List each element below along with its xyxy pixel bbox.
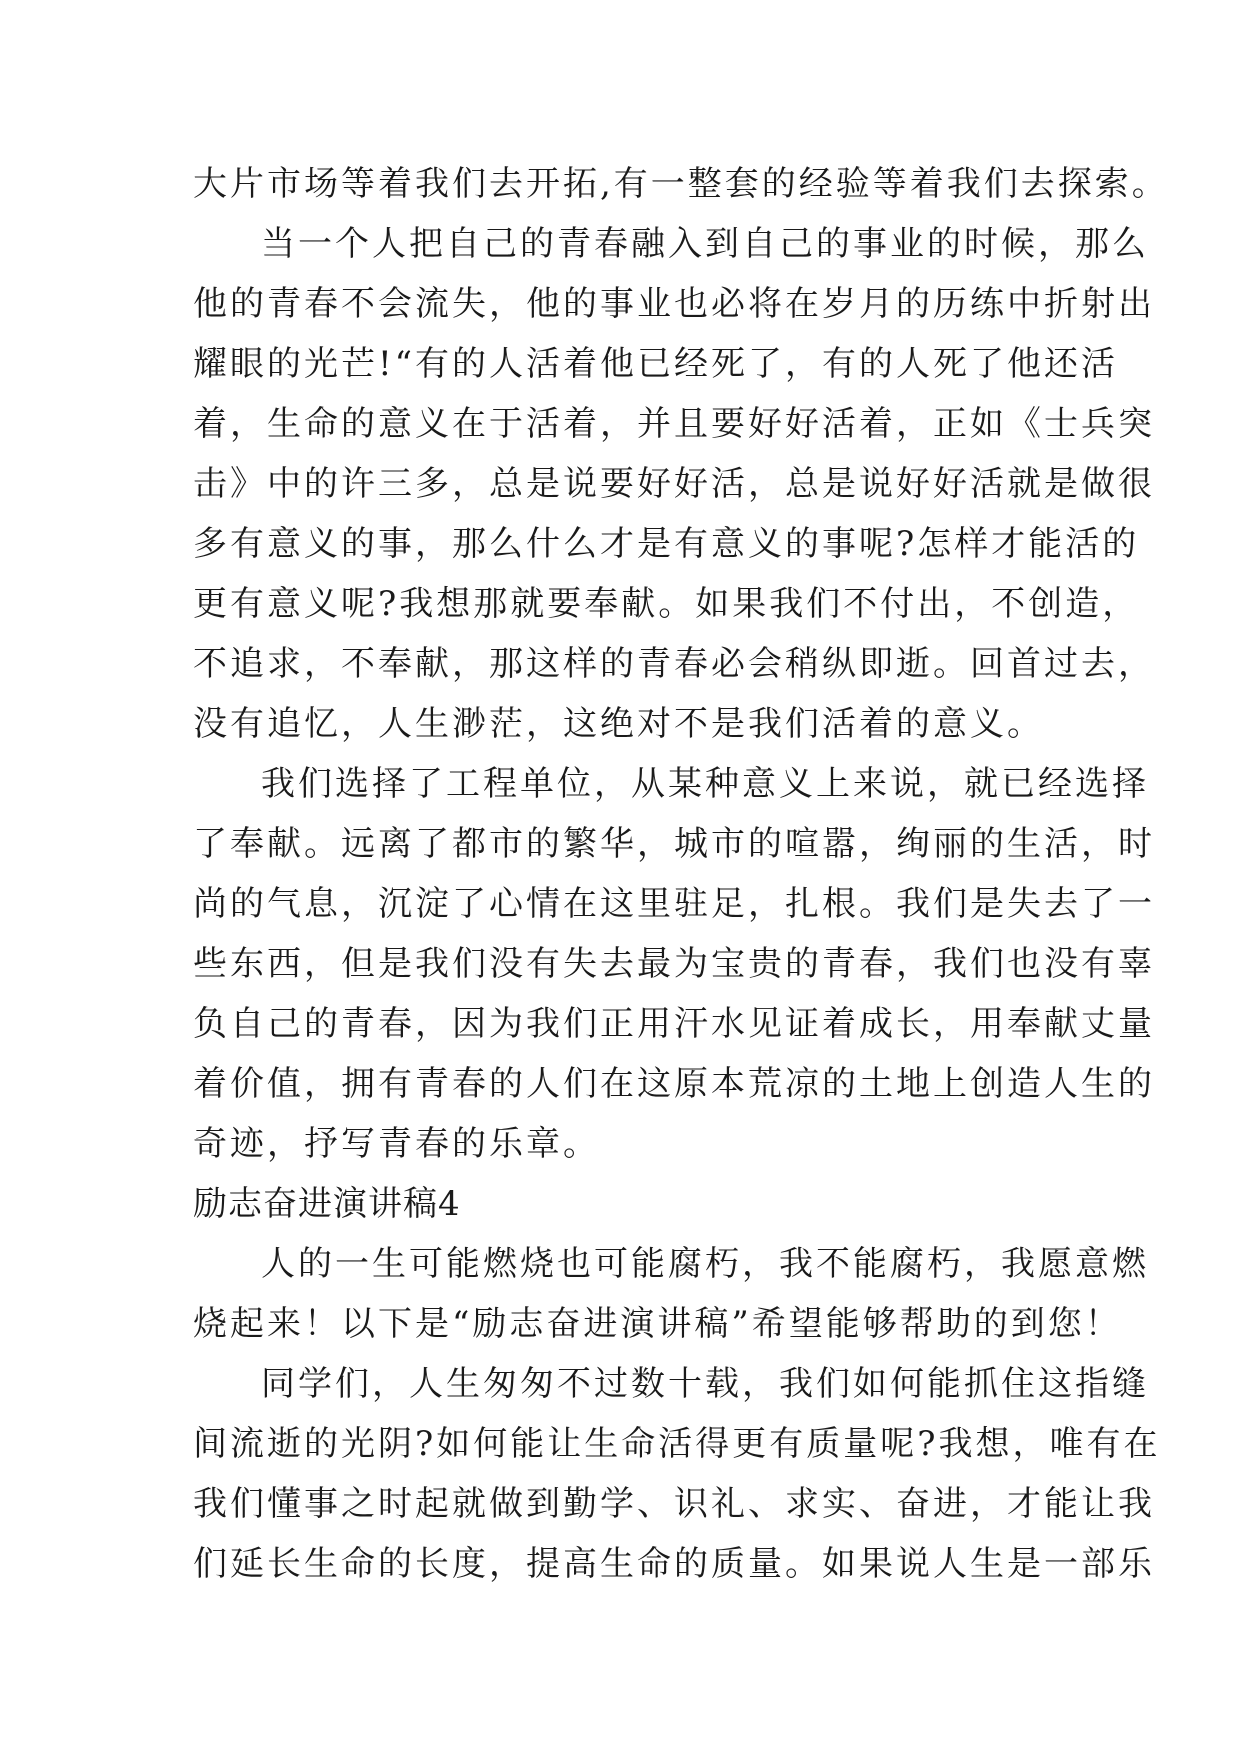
text-line: 他的青春不会流失，他的事业也必将在岁月的历练中折射出 bbox=[193, 284, 1155, 324]
text-line: 间流逝的光阴?如何能让生命活得更有质量呢?我想，唯有在 bbox=[193, 1424, 1161, 1464]
paragraph-first-line: 同学们，人生匆匆不过数十载，我们如何能抓住这指缝 bbox=[261, 1364, 1149, 1404]
text-line: 我们懂事之时起就做到勤学、识礼、求实、奋进，才能让我 bbox=[193, 1484, 1155, 1524]
text-line: 负自己的青春，因为我们正用汗水见证着成长，用奉献丈量 bbox=[193, 1004, 1155, 1044]
body-text bbox=[193, 154, 1169, 1594]
text-line: 没有追忆，人生渺茫，这绝对不是我们活着的意义。 bbox=[193, 704, 1044, 744]
paragraph-first-line: 人的一生可能燃烧也可能腐朽，我不能腐朽，我愿意燃 bbox=[261, 1244, 1149, 1284]
text-line: 更有意义呢?我想那就要奉献。如果我们不付出，不创造， bbox=[193, 584, 1140, 624]
text-line: 大片市场等着我们去开拓,有一整套的经验等着我们去探索。 bbox=[193, 164, 1169, 204]
text-line: 着价值，拥有青春的人们在这原本荒凉的土地上创造人生的 bbox=[193, 1064, 1155, 1104]
text-line: 奇迹，抒写青春的乐章。 bbox=[193, 1124, 600, 1164]
text-line: 尚的气息，沉淀了心情在这里驻足，扎根。我们是失去了一 bbox=[193, 884, 1155, 924]
text-line: 了奉献。远离了都市的繁华，城市的喧嚣，绚丽的生活，时 bbox=[193, 824, 1155, 864]
paragraph-first-line: 我们选择了工程单位，从某种意义上来说，就已经选择 bbox=[261, 764, 1149, 804]
text-line: 着，生命的意义在于活着，并且要好好活着，正如《士兵突 bbox=[193, 404, 1155, 444]
text-line: 们延长生命的长度，提高生命的质量。如果说人生是一部乐 bbox=[193, 1544, 1155, 1584]
text-line: 多有意义的事，那么什么才是有意义的事呢?怎样才能活的 bbox=[193, 524, 1140, 564]
text-line: 击》中的许三多，总是说要好好活，总是说好好活就是做很 bbox=[193, 464, 1155, 504]
text-line: 耀眼的光芒!“有的人活着他已经死了，有的人死了他还活 bbox=[193, 344, 1119, 384]
section-heading: 励志奋进演讲稿4 bbox=[193, 1184, 461, 1224]
text-line: 烧起来！以下是“励志奋进演讲稿”希望能够帮助的到您！ bbox=[193, 1304, 1122, 1344]
text-line: 不追求，不奉献，那这样的青春必会稍纵即逝。回首过去， bbox=[193, 644, 1155, 684]
text-line: 些东西，但是我们没有失去最为宝贵的青春，我们也没有辜 bbox=[193, 944, 1155, 984]
paragraph-first-line: 当一个人把自己的青春融入到自己的事业的时候，那么 bbox=[261, 224, 1149, 264]
